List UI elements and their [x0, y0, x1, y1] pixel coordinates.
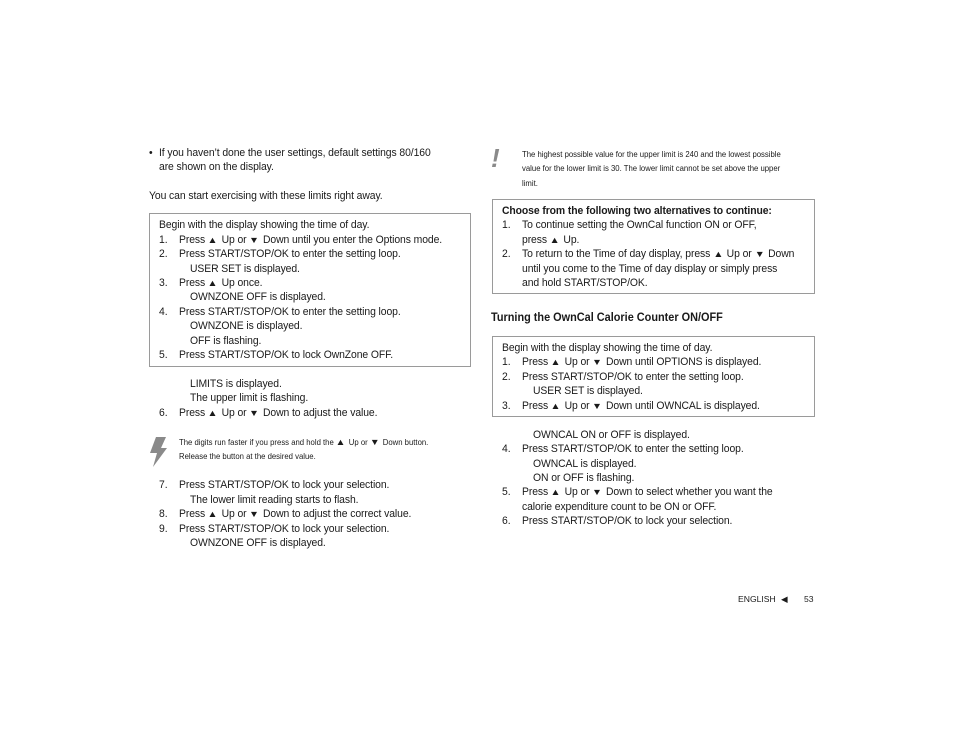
- step-2-result: USER SET is displayed.: [190, 263, 300, 275]
- step-3-result: OWNZONE OFF is displayed.: [190, 291, 326, 303]
- up-arrow-icon: ▲: [207, 509, 218, 519]
- step-number: 4.: [502, 443, 511, 455]
- owncal-step-4-result-2: ON or OFF is flashing.: [533, 472, 635, 484]
- step-number: 4.: [159, 306, 168, 318]
- step-number: 2.: [502, 248, 511, 260]
- down-arrow-icon: ▼: [592, 487, 603, 497]
- step-number: 7.: [159, 479, 168, 491]
- limits-displayed-text: LIMITS is displayed.: [190, 378, 282, 390]
- step-number: 1.: [502, 219, 511, 231]
- bullet-text-line2: are shown on the display.: [159, 161, 274, 173]
- bullet-dot: •: [149, 147, 153, 159]
- up-arrow-icon: ▲: [207, 235, 218, 245]
- step-number: 9.: [159, 523, 168, 535]
- step-number: 6.: [502, 515, 511, 527]
- owncal-displayed-text: OWNCAL ON or OFF is displayed.: [533, 429, 690, 441]
- step-number: 3.: [502, 400, 511, 412]
- step-number: 5.: [159, 349, 168, 361]
- warning-line-3: limit.: [522, 178, 538, 188]
- down-arrow-icon: ▼: [592, 357, 603, 367]
- step-5-text: Press START/STOP/OK to lock OwnZone OFF.: [179, 349, 394, 361]
- up-arrow-icon: ▲: [335, 437, 346, 447]
- owncal-step-4-text: Press START/STOP/OK to enter the setting loop.: [522, 443, 744, 455]
- alternative-2-line-1: To return to the Time of day display, press ▲ Up or ▼ Down: [522, 248, 795, 260]
- step-number: 6.: [159, 407, 168, 419]
- lightning-icon: [148, 437, 170, 467]
- alternatives-title: Choose from the following two alternatives to continue:: [502, 205, 772, 217]
- down-arrow-icon: ▼: [249, 235, 260, 245]
- down-arrow-icon: ▼: [249, 509, 260, 519]
- step-number: 3.: [159, 277, 168, 289]
- owncal-step-2-result: USER SET is displayed.: [533, 385, 643, 397]
- owncal-step-3-text: Press ▲ Up or ▼ Down until OWNCAL is displayed.: [522, 400, 760, 412]
- warning-line-1: The highest possible value for the upper limit is 240 and the lowest possible: [522, 149, 781, 159]
- owncal-step-1-text: Press ▲ Up or ▼ Down until OPTIONS is displayed.: [522, 356, 762, 368]
- owncal-step-2-text: Press START/STOP/OK to enter the setting loop.: [522, 371, 744, 383]
- up-arrow-icon: ▲: [207, 408, 218, 418]
- page-number: 53: [804, 594, 814, 604]
- alternative-1-line-1: To continue setting the OwnCal function ON or OFF,: [522, 219, 757, 231]
- step-number: 2.: [502, 371, 511, 383]
- warning-line-2: value for the lower limit is 30. The lower limit cannot be set above the upper: [522, 163, 781, 173]
- exclamation-icon: !: [491, 143, 500, 173]
- step-4-result-2: OFF is flashing.: [190, 335, 262, 347]
- down-arrow-icon: ▼: [754, 249, 765, 259]
- owncal-step-6-text: Press START/STOP/OK to lock your selection.: [522, 515, 733, 527]
- footer-language: ENGLISH: [738, 594, 776, 604]
- owncal-step-5-line-2: calorie expenditure count to be ON or OFF.: [522, 501, 717, 513]
- step-6-text: Press ▲ Up or ▼ Down to adjust the value.: [179, 407, 378, 419]
- alternative-2-line-3: and hold START/STOP/OK.: [522, 277, 648, 289]
- up-arrow-icon: ▲: [549, 235, 560, 245]
- down-arrow-icon: ▼: [249, 408, 260, 418]
- step-1-text: Press ▲ Up or ▼ Down until you enter the Options mode.: [179, 234, 443, 246]
- down-arrow-icon: ▼: [592, 401, 603, 411]
- footer-arrow-icon: ◀: [781, 594, 788, 604]
- owncal-step-4-result-1: OWNCAL is displayed.: [533, 458, 637, 470]
- step-number: 5.: [502, 486, 511, 498]
- step-2-text: Press START/STOP/OK to enter the setting loop.: [179, 248, 401, 260]
- step-number: 1.: [502, 356, 511, 368]
- step-9-text: Press START/STOP/OK to lock your selection.: [179, 523, 390, 535]
- step-number: 2.: [159, 248, 168, 260]
- tip-line-2: Release the button at the desired value.: [179, 451, 316, 461]
- step-8-text: Press ▲ Up or ▼ Down to adjust the correct value.: [179, 508, 412, 520]
- start-exercising-text: You can start exercising with these limits right away.: [149, 190, 383, 202]
- up-arrow-icon: ▲: [550, 487, 561, 497]
- down-arrow-icon: ▼: [369, 437, 380, 447]
- alternative-1-line-2: press ▲ Up.: [522, 234, 580, 246]
- up-arrow-icon: ▲: [550, 401, 561, 411]
- upper-limit-flashing-text: The upper limit is flashing.: [190, 392, 309, 404]
- step-7-text: Press START/STOP/OK to lock your selection.: [179, 479, 390, 491]
- alternative-2-line-2: until you come to the Time of day display or simply press: [522, 263, 778, 275]
- section-heading: Turning the OwnCal Calorie Counter ON/OFF: [491, 310, 723, 324]
- up-arrow-icon: ▲: [207, 278, 218, 288]
- step-3-text: Press ▲ Up once.: [179, 277, 263, 289]
- tip-line-1: The digits run faster if you press and hold the ▲ Up or ▼ Down button.: [179, 435, 428, 450]
- up-arrow-icon: ▲: [550, 357, 561, 367]
- step-4-result-1: OWNZONE is displayed.: [190, 320, 303, 332]
- box-intro: Begin with the display showing the time of day.: [159, 219, 370, 231]
- step-7-result: The lower limit reading starts to flash.: [190, 494, 359, 506]
- step-number: 1.: [159, 234, 168, 246]
- step-number: 8.: [159, 508, 168, 520]
- step-4-text: Press START/STOP/OK to enter the setting loop.: [179, 306, 401, 318]
- bullet-text-line1: If you haven’t done the user settings, default settings 80/160: [159, 147, 431, 159]
- owncal-step-5-line-1: Press ▲ Up or ▼ Down to select whether you want the: [522, 486, 773, 498]
- up-arrow-icon: ▲: [712, 249, 724, 259]
- box2-intro: Begin with the display showing the time of day.: [502, 342, 713, 354]
- step-9-result: OWNZONE OFF is displayed.: [190, 537, 326, 549]
